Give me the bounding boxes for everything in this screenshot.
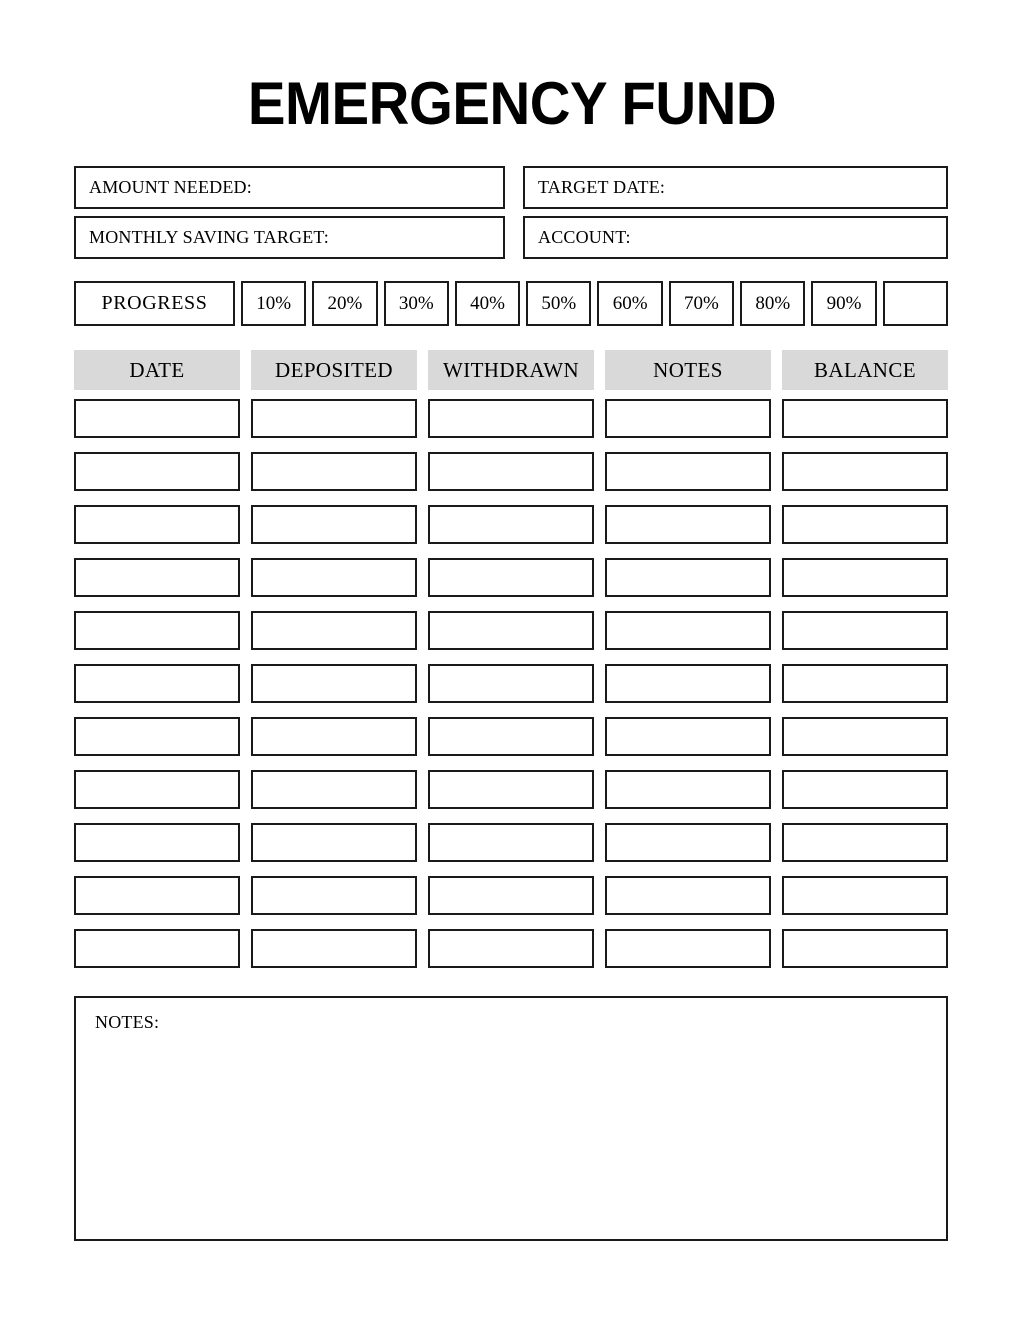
ledger-cell-date[interactable]	[74, 876, 240, 915]
ledger-cell-deposited[interactable]	[251, 770, 417, 809]
progress-label: PROGRESS	[74, 281, 235, 326]
ledger-cell-withdrawn[interactable]	[428, 664, 594, 703]
ledger-cell-balance[interactable]	[782, 929, 948, 968]
ledger-header-row	[74, 350, 948, 390]
ledger-cell-deposited[interactable]	[251, 717, 417, 756]
target-date-label: TARGET DATE:	[538, 177, 666, 197]
notes-panel-label: NOTES:	[95, 1012, 160, 1032]
ledger-cell-notes[interactable]	[605, 770, 771, 809]
ledger-cell-date[interactable]	[74, 505, 240, 544]
table-row	[74, 452, 948, 491]
ledger-cell-deposited[interactable]	[251, 505, 417, 544]
ledger-cell-withdrawn[interactable]	[428, 452, 594, 491]
progress-step-7[interactable]: 70%	[669, 281, 734, 326]
amount-needed-field[interactable]	[74, 166, 505, 209]
ledger-cell-notes[interactable]	[605, 717, 771, 756]
summary-fields	[74, 166, 948, 266]
ledger-cell-balance[interactable]	[782, 452, 948, 491]
ledger-cell-date[interactable]	[74, 399, 240, 438]
ledger-cell-deposited[interactable]	[251, 876, 417, 915]
ledger-cell-balance[interactable]	[782, 664, 948, 703]
ledger-cell-balance[interactable]	[782, 505, 948, 544]
ledger-cell-deposited[interactable]	[251, 399, 417, 438]
ledger-cell-deposited[interactable]	[251, 929, 417, 968]
ledger-cell-notes[interactable]	[605, 505, 771, 544]
ledger-cell-notes[interactable]	[605, 876, 771, 915]
ledger-cell-date[interactable]	[74, 717, 240, 756]
ledger-cell-balance[interactable]	[782, 399, 948, 438]
ledger-cell-date[interactable]	[74, 823, 240, 862]
ledger-cell-deposited[interactable]	[251, 611, 417, 650]
account-label: ACCOUNT:	[538, 227, 631, 247]
table-row	[74, 770, 948, 809]
ledger-cell-withdrawn[interactable]	[428, 876, 594, 915]
summary-field-row-1	[74, 166, 948, 209]
progress-step-8[interactable]: 80%	[740, 281, 805, 326]
ledger-cell-deposited[interactable]	[251, 823, 417, 862]
ledger-cell-date[interactable]	[74, 452, 240, 491]
ledger-cell-notes[interactable]	[605, 452, 771, 491]
ledger-table	[74, 350, 948, 982]
ledger-cell-withdrawn[interactable]	[428, 558, 594, 597]
ledger-column-header-date: DATE	[74, 350, 240, 390]
ledger-column-header-deposited: DEPOSITED	[251, 350, 417, 390]
amount-needed-label: AMOUNT NEEDED:	[89, 177, 252, 197]
ledger-cell-deposited[interactable]	[251, 664, 417, 703]
progress-step-2[interactable]: 20%	[312, 281, 377, 326]
monthly-saving-target-field[interactable]	[74, 216, 505, 259]
ledger-column-header-withdrawn: WITHDRAWN	[428, 350, 594, 390]
ledger-body	[74, 399, 948, 968]
ledger-cell-balance[interactable]	[782, 876, 948, 915]
summary-field-row-2	[74, 216, 948, 259]
page-title: EMERGENCY FUND	[247, 70, 777, 137]
ledger-cell-withdrawn[interactable]	[428, 770, 594, 809]
ledger-cell-date[interactable]	[74, 929, 240, 968]
ledger-cell-withdrawn[interactable]	[428, 717, 594, 756]
ledger-cell-balance[interactable]	[782, 611, 948, 650]
progress-step-6[interactable]: 60%	[597, 281, 662, 326]
ledger-cell-date[interactable]	[74, 611, 240, 650]
progress-step-3[interactable]: 30%	[384, 281, 449, 326]
table-row	[74, 611, 948, 650]
progress-step-10[interactable]	[883, 281, 948, 326]
ledger-cell-withdrawn[interactable]	[428, 399, 594, 438]
ledger-cell-deposited[interactable]	[251, 558, 417, 597]
ledger-cell-balance[interactable]	[782, 558, 948, 597]
ledger-cell-balance[interactable]	[782, 823, 948, 862]
ledger-cell-notes[interactable]	[605, 823, 771, 862]
ledger-cell-deposited[interactable]	[251, 452, 417, 491]
ledger-cell-date[interactable]	[74, 770, 240, 809]
table-row	[74, 823, 948, 862]
ledger-cell-notes[interactable]	[605, 399, 771, 438]
progress-step-1[interactable]: 10%	[241, 281, 306, 326]
ledger-cell-date[interactable]	[74, 558, 240, 597]
ledger-cell-date[interactable]	[74, 664, 240, 703]
target-date-field[interactable]	[523, 166, 948, 209]
progress-step-4[interactable]: 40%	[455, 281, 520, 326]
account-field[interactable]	[523, 216, 948, 259]
notes-panel[interactable]	[74, 996, 948, 1241]
ledger-cell-notes[interactable]	[605, 558, 771, 597]
table-row	[74, 505, 948, 544]
ledger-cell-withdrawn[interactable]	[428, 611, 594, 650]
ledger-column-header-balance: BALANCE	[782, 350, 948, 390]
table-row	[74, 558, 948, 597]
table-row	[74, 664, 948, 703]
ledger-cell-withdrawn[interactable]	[428, 823, 594, 862]
monthly-saving-target-label: MONTHLY SAVING TARGET:	[89, 227, 329, 247]
ledger-cell-notes[interactable]	[605, 664, 771, 703]
ledger-cell-notes[interactable]	[605, 929, 771, 968]
ledger-column-header-notes: NOTES	[605, 350, 771, 390]
table-row	[74, 876, 948, 915]
ledger-cell-balance[interactable]	[782, 717, 948, 756]
ledger-cell-withdrawn[interactable]	[428, 929, 594, 968]
ledger-cell-balance[interactable]	[782, 770, 948, 809]
table-row	[74, 717, 948, 756]
ledger-cell-withdrawn[interactable]	[428, 505, 594, 544]
progress-step-5[interactable]: 50%	[526, 281, 591, 326]
table-row	[74, 399, 948, 438]
table-row	[74, 929, 948, 968]
ledger-cell-notes[interactable]	[605, 611, 771, 650]
progress-tracker	[74, 281, 948, 326]
progress-step-9[interactable]: 90%	[811, 281, 876, 326]
